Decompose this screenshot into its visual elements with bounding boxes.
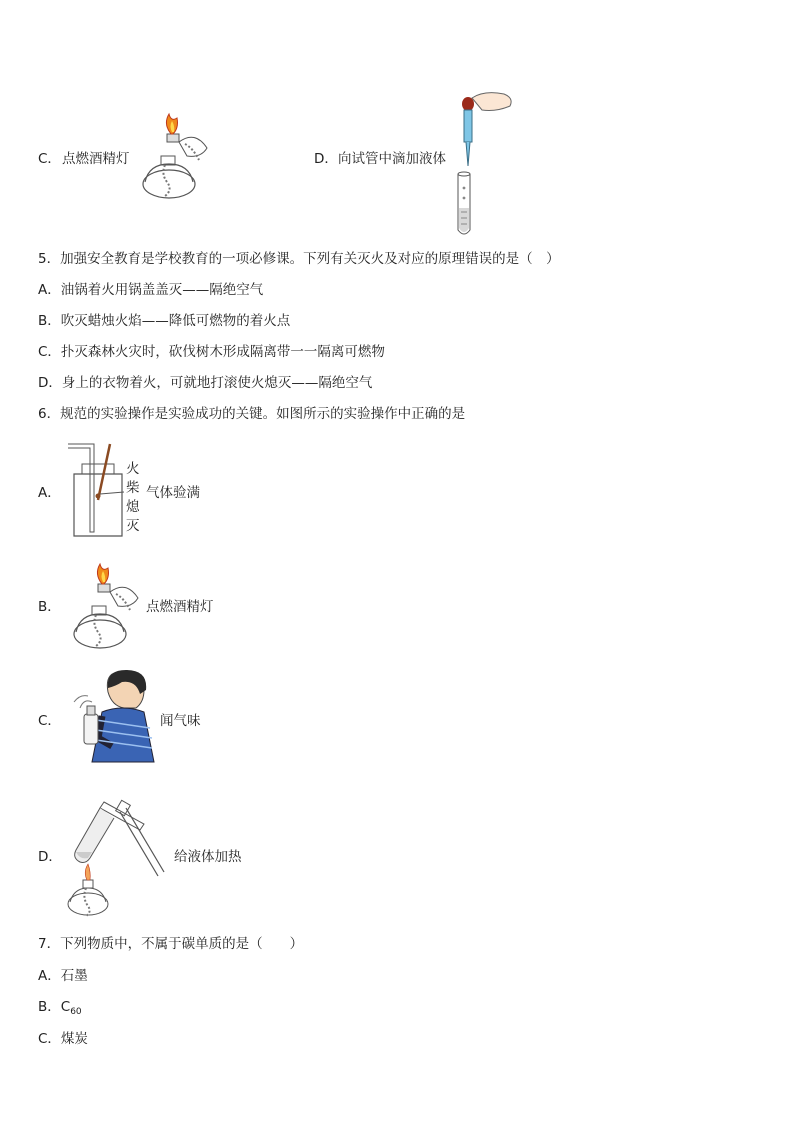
question-7-option-b-subscript: 60 [70, 1007, 82, 1017]
match-char-2: 柴 [126, 480, 140, 496]
question-7-option-a: A．石墨 [38, 968, 88, 984]
question-6-option-b-caption: 点燃酒精灯 [146, 599, 214, 615]
match-char-1: 火 [126, 461, 140, 477]
question-7-option-b-text: B．C [38, 999, 71, 1015]
q4-option-d-text: 向试管中滴加液体 [338, 151, 446, 167]
question-6-option-c-caption: 闻气味 [160, 713, 201, 729]
question-6-option-c-label: C． [38, 713, 61, 729]
question-6-option-d-label: D． [38, 849, 62, 865]
match-char-4: 灭 [126, 518, 140, 534]
person-smelling-figure [62, 668, 162, 764]
q4-option-c-label: C． [38, 151, 61, 167]
question-5-option-a: A．油锅着火用锅盖盖灭——隔绝空气 [38, 282, 264, 298]
q4-option-d-label: D． [314, 151, 338, 167]
question-7-stem: 7．下列物质中，不属于碳单质的是（ ） [38, 936, 304, 952]
question-5-option-b: B．吹灭蜡烛火焰——降低可燃物的着火点 [38, 313, 291, 329]
q4-option-c-text: 点燃酒精灯 [62, 151, 130, 167]
question-6-option-a-label: A． [38, 485, 61, 501]
question-7-option-b [38, 998, 82, 1021]
match-char-3: 熄 [126, 499, 140, 515]
question-5-option-d: D．身上的衣物着火，可就地打滚使火熄灭——隔绝空气 [38, 375, 373, 391]
question-7-option-c: C．煤炭 [38, 1031, 88, 1047]
question-5-stem: 5．加强安全教育是学校教育的一项必修课。下列有关灭火及对应的原理错误的是（ ） [38, 251, 560, 267]
question-5-option-c: C．扑灭森林火灾时，砍伐树木形成隔离带一一隔离可燃物 [38, 344, 385, 360]
alcohol-lamp-lit-figure-2 [66, 562, 146, 654]
question-6-option-b-label: B． [38, 599, 61, 615]
alcohol-lamp-lit-figure [135, 112, 215, 204]
question-6-stem: 6．规范的实验操作是实验成功的关键。如图所示的实验操作中正确的是 [38, 406, 466, 422]
heating-test-tube-figure [62, 798, 174, 922]
dropper-test-tube-figure [444, 90, 516, 240]
question-6-option-a-caption: 气体验满 [146, 485, 200, 501]
question-6-option-d-caption: 给液体加热 [174, 849, 242, 865]
